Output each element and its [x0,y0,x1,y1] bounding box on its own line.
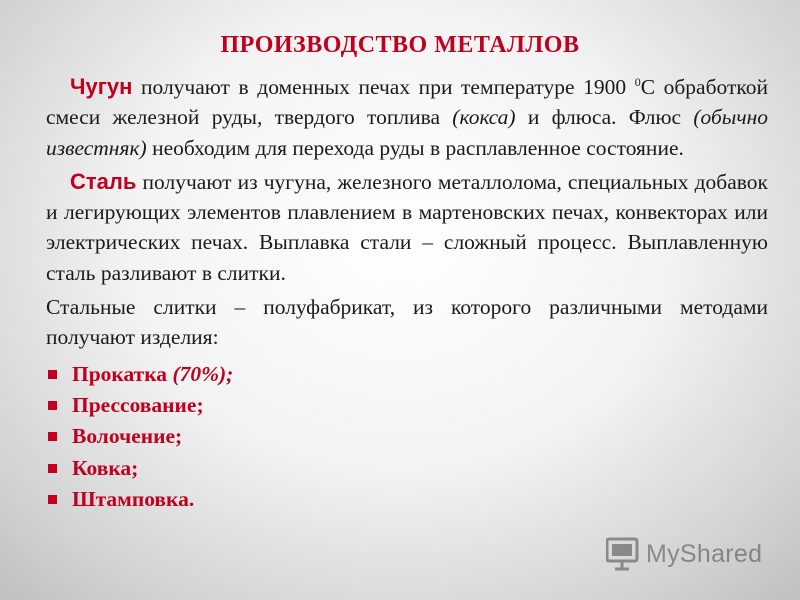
text-segment: необходим для перехода руды в расплавленное состояние. [146,135,684,160]
slide-content [46,72,768,516]
text-segment: С обработкой смеси железной руды, твердого топлива [46,75,769,130]
list-item [46,359,768,390]
list-item [46,421,768,452]
watermark-text: MyShared [646,539,763,568]
square-bullet-icon [48,495,57,504]
slide-title: ПРОИЗВОДСТВО МЕТАЛЛОВ [220,32,580,58]
square-bullet-icon [48,401,57,410]
list-item [46,390,768,421]
italic-note-coke: (кокса) [452,105,516,130]
text-segment: получают из чугуна, железного металлолома, специальных добавок и легирующих элементов плавлением в мартеновских печах, конвекторах или электрических печах. Выплавка стали – сложный процесс. Выплавленную сталь разливают в слитки. [46,169,768,285]
degree-superscript: 0 [634,75,641,89]
text-segment: получают в доменных печах при температуре 1900 [132,75,635,99]
paragraph-steel [46,167,768,288]
method-label: Прессование; [72,393,204,418]
paragraph-ingots: Стальные слитки – полуфабрикат, из которого различными методами получают изделия: [46,295,768,350]
list-item [46,453,768,484]
list-item [46,484,768,515]
square-bullet-icon [48,432,57,441]
method-label: Волочение; [72,424,183,449]
watermark-logo [606,536,762,572]
term-cast-iron: Чугун [70,74,133,99]
term-steel: Сталь [70,168,137,194]
italic-note-limestone: (обычно известняк) [46,105,769,160]
projector-screen-icon [606,536,646,572]
square-bullet-icon [48,464,57,473]
paragraph-cast-iron [46,72,768,163]
method-label: Штамповка. [72,487,195,512]
text-segment: и флюса. Флюс [515,105,694,130]
method-label: Прокатка [72,361,168,386]
method-note: (70%); [167,361,234,386]
square-bullet-icon [48,370,57,379]
method-label: Ковка; [72,455,139,480]
methods-list [46,359,768,516]
